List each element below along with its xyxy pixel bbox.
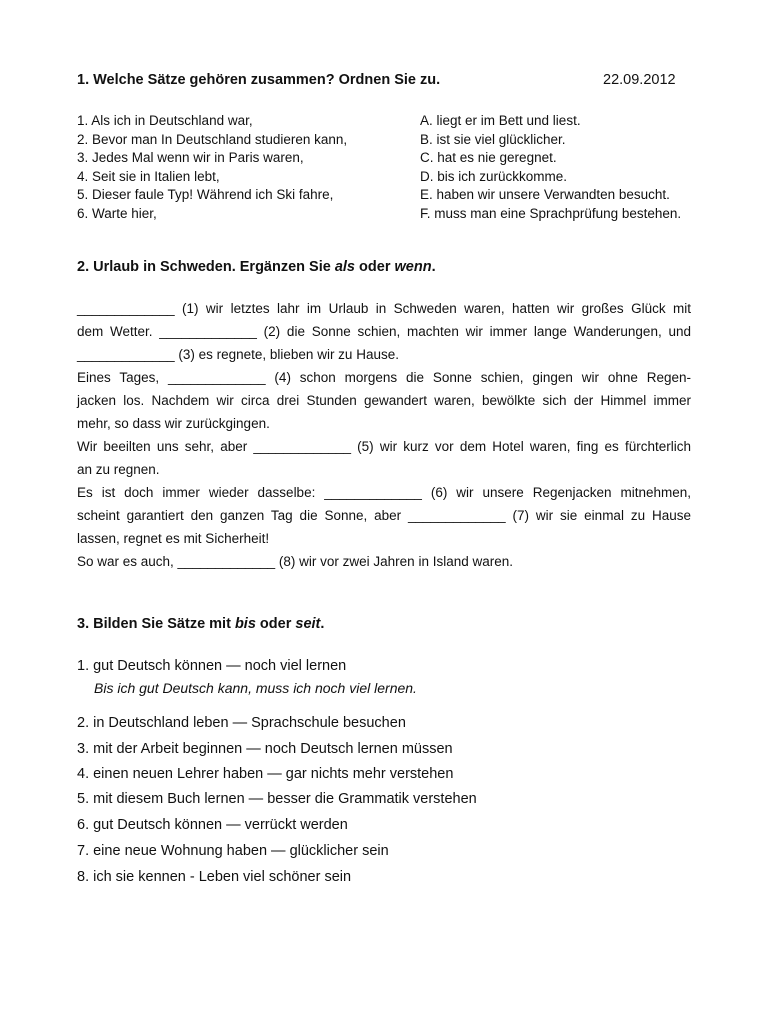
paragraph-line: Wir beeilten uns sehr, aber _____________ (5) wir kurz vor dem Hotel waren, fing es fürchterlich	[77, 439, 691, 454]
example-answer: Bis ich gut Deutsch kann, muss ich noch viel lernen.	[94, 680, 417, 696]
left-item: 6. Warte hier,	[77, 205, 157, 221]
paragraph-line: So war es auch, _____________ (8) wir vor zwei Jahren in Island waren.	[77, 554, 513, 569]
paragraph-line: _____________ (3) es regnete, blieben wir zu Hause.	[77, 347, 399, 362]
right-item: D. bis ich zurückkomme.	[420, 168, 568, 184]
left-item: 3. Jedes Mal wenn wir in Paris waren,	[77, 150, 304, 166]
exercise3-item: 7. eine neue Wohnung haben — glücklicher sein	[77, 843, 389, 859]
right-item: B. ist sie viel glücklicher.	[420, 131, 566, 147]
exercise3-item: 8. ich sie kennen - Leben viel schöner sein	[77, 869, 352, 885]
right-item: A. liegt er im Bett und liest.	[420, 113, 581, 128]
exercise3-item: 1. gut Deutsch können — noch viel lernen	[77, 658, 347, 674]
section1-left-column	[77, 112, 347, 224]
left-item: 4. Seit sie in Italien lebt,	[77, 168, 220, 184]
left-item: 2. Bevor man In Deutschland studieren kann,	[77, 131, 348, 147]
date: 22.09.2012	[603, 72, 676, 88]
paragraph-line: an zu regnen.	[77, 462, 160, 477]
exercise3-item: 6. gut Deutsch können — verrückt werden	[77, 817, 348, 833]
paragraph-line: lassen, regnet es mit Sicherheit!	[77, 531, 270, 546]
paragraph-line: dem Wetter. _____________ (2) die Sonne schien, machten wir immer lange Wanderungen, und	[77, 324, 691, 339]
section1-title: 1. Welche Sätze gehören zusammen? Ordnen Sie zu.	[77, 72, 441, 88]
paragraph-line: Es ist doch immer wieder dasselbe: _____________ (6) wir unsere Regenjacken mitnehmen,	[77, 485, 691, 500]
right-item: F. muss man eine Sprachprüfung bestehen.	[420, 205, 682, 221]
paragraph-line: Eines Tages, _____________ (4) schon morgens die Sonne schien, gingen wir ohne Regen-	[77, 370, 691, 385]
paragraph-line: scheint garantiert den ganzen Tag die Sonne, aber _____________ (7) wir sie einmal zu Hause	[77, 508, 691, 523]
paragraph-line: _____________ (1) wir letztes lahr im Urlaub in Schweden waren, hatten wir großes Glück mit	[77, 301, 691, 316]
left-item: 5. Dieser faule Typ! Während ich Ski fahre,	[77, 187, 334, 203]
exercise3-item: 3. mit der Arbeit beginnen — noch Deutsch lernen müssen	[77, 741, 453, 757]
exercise3-item: 2. in Deutschland leben — Sprachschule besuchen	[77, 715, 406, 731]
right-item: E. haben wir unsere Verwandten besucht.	[420, 187, 670, 203]
section2-title: 2. Urlaub in Schweden. Ergänzen Sie als oder wenn.	[77, 259, 436, 275]
exercise3-item: 4. einen neuen Lehrer haben — gar nichts mehr verstehen	[77, 766, 454, 782]
section2-paragraph	[77, 297, 691, 573]
section1-right-column	[420, 112, 681, 224]
left-item: 1. Als ich in Deutschland war,	[77, 113, 253, 128]
paragraph-line: mehr, so dass wir zurückgingen.	[77, 416, 270, 431]
section3-title: 3. Bilden Sie Sätze mit bis oder seit.	[77, 616, 325, 632]
right-item: C. hat es nie geregnet.	[420, 150, 557, 166]
paragraph-line: jacken los. Nachdem wir circa drei Stunden gewandert waren, bewölkte sich der Himmel immer	[77, 393, 691, 408]
exercise3-item: 5. mit diesem Buch lernen — besser die Grammatik verstehen	[77, 791, 477, 807]
